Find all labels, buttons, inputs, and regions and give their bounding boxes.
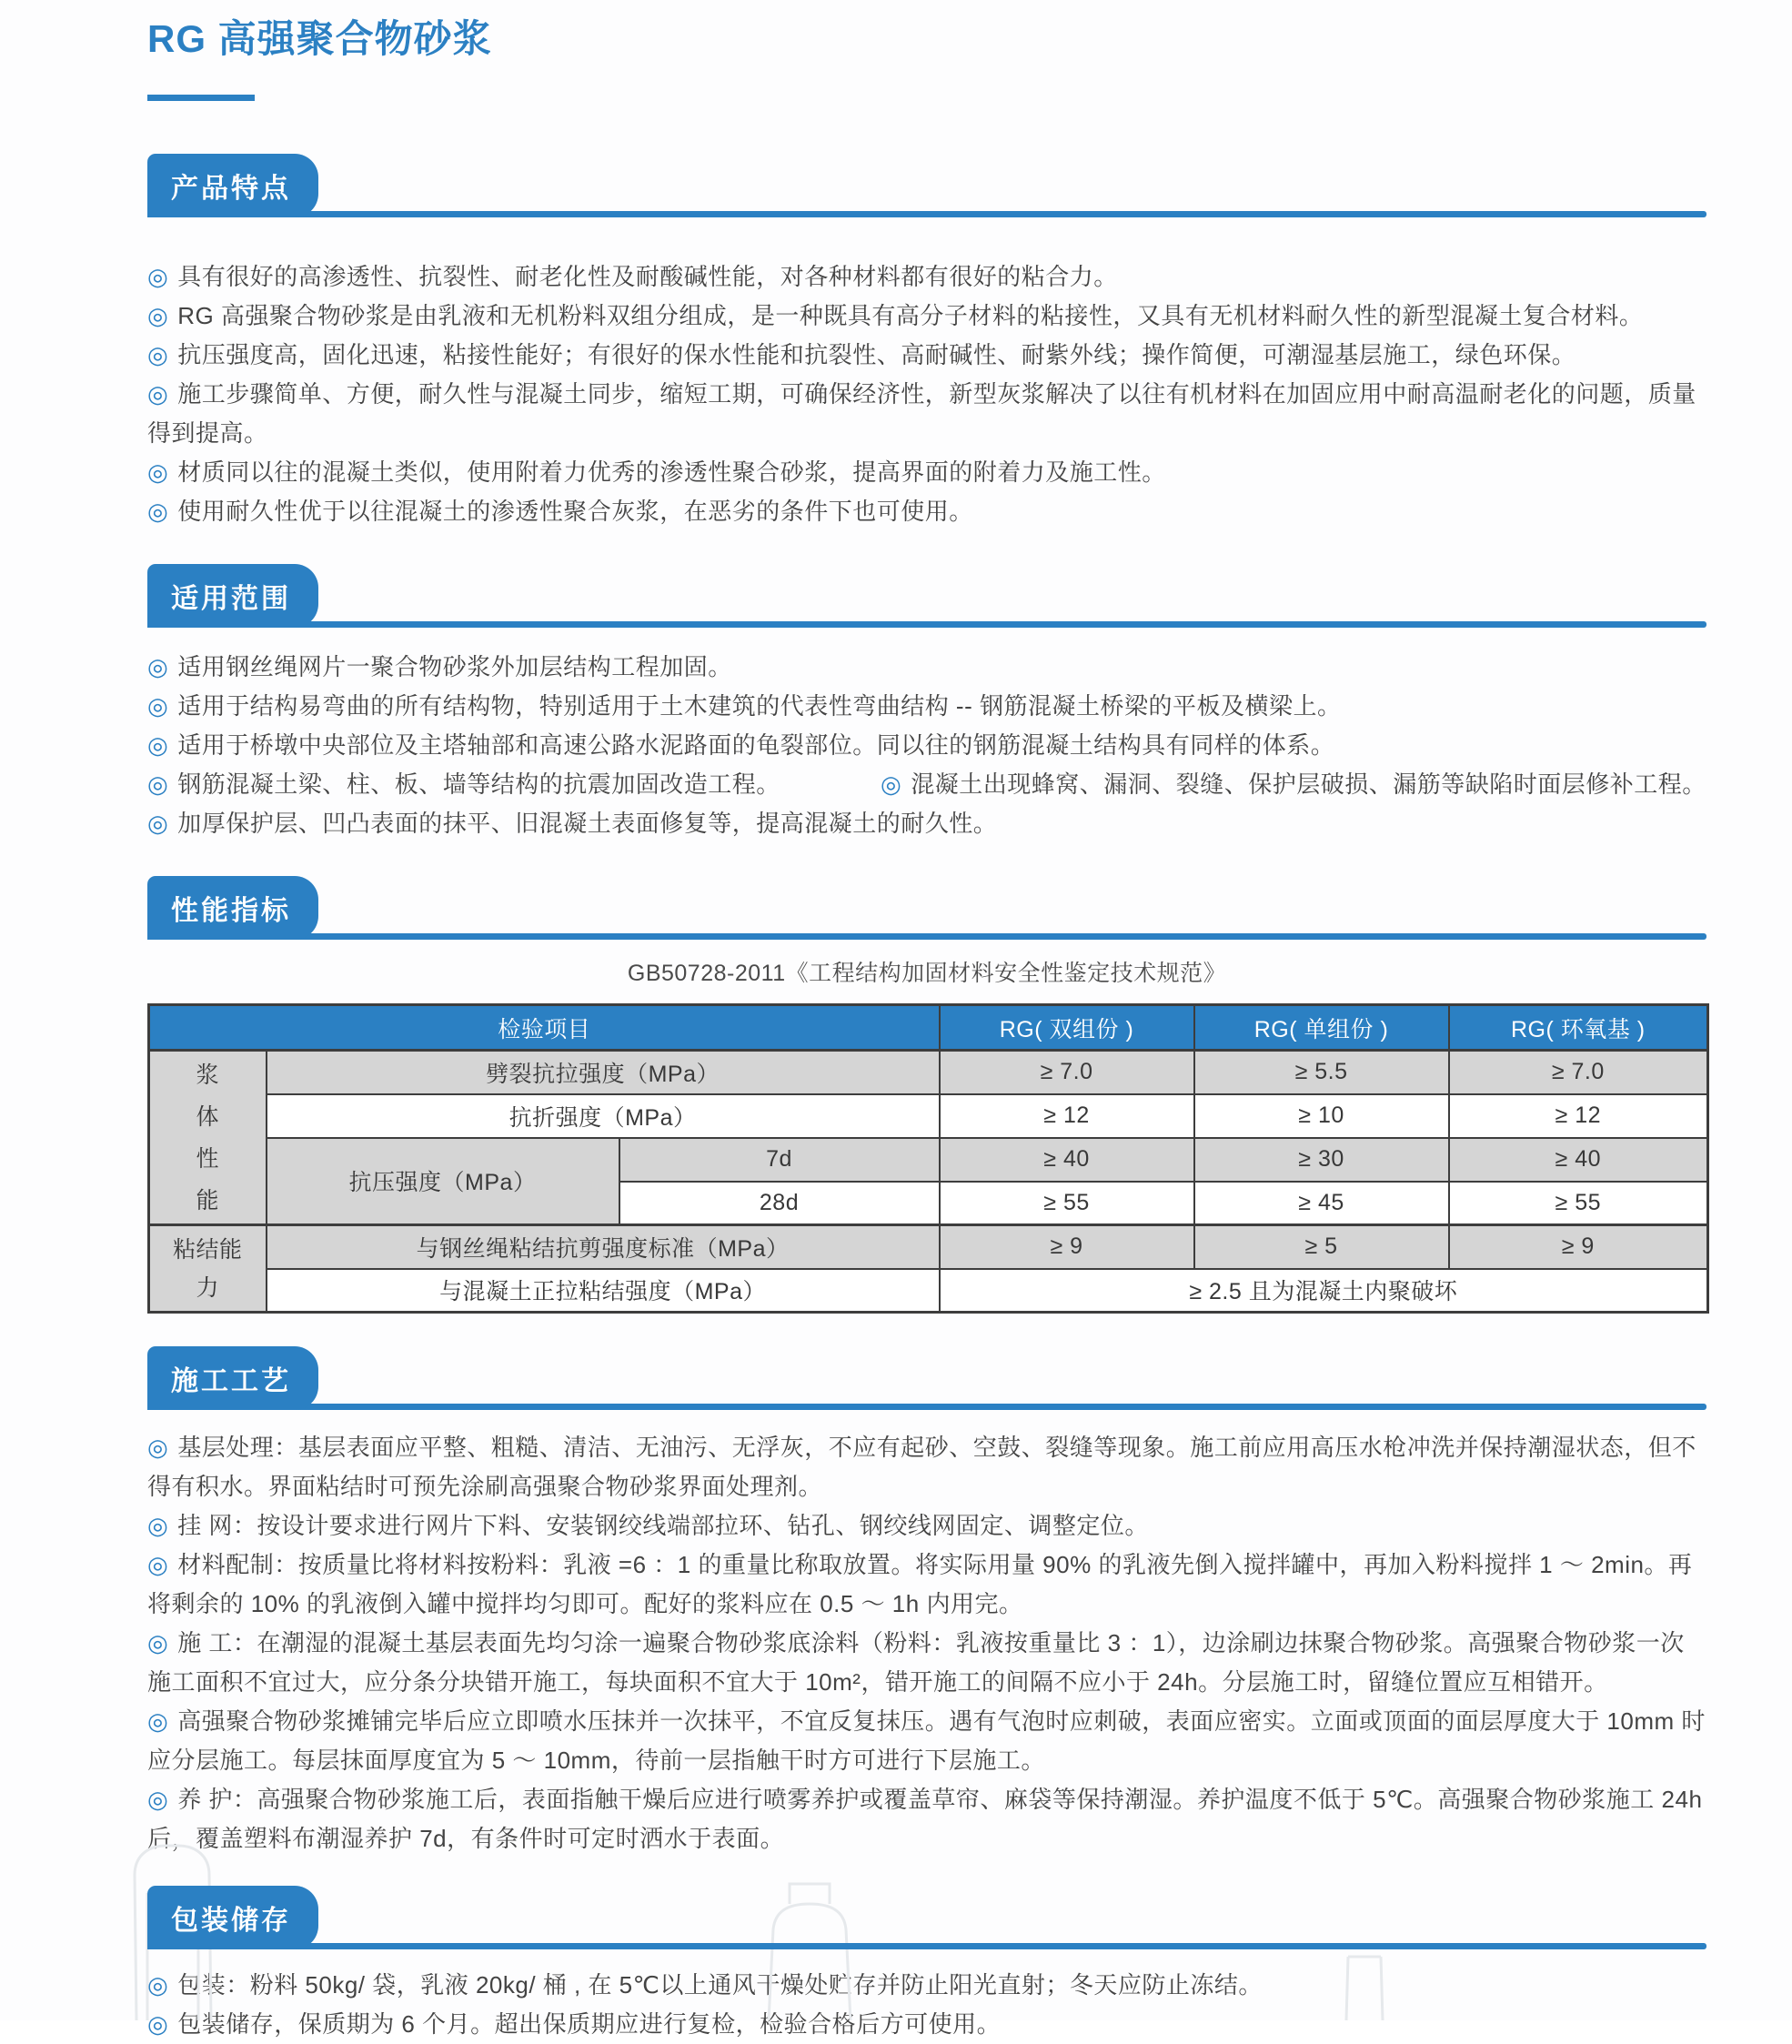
row-label: 抗折强度（MPa）	[267, 1094, 940, 1138]
section-header-scope	[147, 564, 1706, 628]
list-item-text: 钢筋混凝土梁、柱、板、墙等结构的抗震加固改造工程。	[177, 770, 780, 798]
list-item	[147, 648, 1706, 687]
header-cell-rg-one-part: RG( 单组份 )	[1194, 1005, 1449, 1051]
value-cell: ≥ 7.0	[1449, 1051, 1708, 1094]
list-item	[147, 804, 1706, 843]
list-item	[147, 336, 1706, 375]
bullet-icon: ◎	[147, 380, 169, 408]
value-cell: ≥ 9	[1449, 1225, 1708, 1269]
section-header-features	[147, 154, 1706, 217]
list-item	[147, 1428, 1706, 1506]
header-cell-rg-epoxy: RG( 环氧基 )	[1449, 1005, 1708, 1051]
list-item	[147, 492, 1706, 531]
row-label: 劈裂抗拉强度（MPa）	[267, 1051, 940, 1094]
list-item-text: 高强聚合物砂浆摊铺完毕后应立即喷水压抹并一次抹平，不宜反复抹压。遇有气泡时应刺破，表面应密实。立面或顶面的面层厚度大于 10mm 时应分层施工。每层抹面厚度宜为 5 ～ 10mm，待前一层指触干时方可进行下层施工。	[147, 1707, 1706, 1774]
list-item	[147, 297, 1706, 336]
list-item-text: 包装：粉料 50kg/ 袋，乳液 20kg/ 桶 , 在 5℃以上通风干燥处贮存并防止阳光直射；冬天应防止冻结。	[177, 1971, 1263, 1999]
section-rule	[147, 1943, 1706, 1949]
header-cell-rg-two-part: RG( 双组份 )	[940, 1005, 1194, 1051]
bullet-icon: ◎	[147, 1434, 169, 1461]
bullet-icon: ◎	[147, 1786, 169, 1813]
section-rule	[147, 211, 1706, 217]
list-item-text: RG 高强聚合物砂浆是由乳液和无机粉料双组分组成，是一种既具有高分子材料的粘接性，又具有无机材料耐久性的新型混凝土复合材料。	[177, 302, 1644, 329]
list-item	[147, 453, 1706, 492]
list-item-text: 包装储存，保质期为 6 个月。超出保质期应进行复检，检验合格后方可使用。	[177, 2010, 1002, 2038]
section-rule	[147, 933, 1706, 940]
value-cell: ≥ 40	[940, 1138, 1194, 1182]
list-item-text: 施工步骤简单、方便，耐久性与混凝土同步，缩短工期，可确保经济性，新型灰浆解决了以往有机材料在加固应用中耐高温耐老化的问题，质量得到提高。	[147, 380, 1696, 447]
bullet-icon: ◎	[147, 341, 169, 368]
section-rule	[147, 621, 1706, 628]
features-list	[147, 257, 1706, 531]
bullet-icon: ◎	[147, 458, 169, 486]
value-cell: ≥ 55	[940, 1182, 1194, 1225]
table-row-tensile-bond	[149, 1269, 1708, 1313]
list-item	[147, 257, 1706, 297]
scope-list	[147, 648, 1706, 843]
bullet-icon: ◎	[147, 653, 169, 680]
list-item	[147, 375, 1706, 453]
value-cell: ≥ 9	[940, 1225, 1194, 1269]
list-item	[147, 1546, 1706, 1624]
bullet-icon: ◎	[147, 1551, 169, 1578]
value-cell: ≥ 55	[1449, 1182, 1708, 1225]
list-item-text: 适用钢丝绳网片一聚合物砂浆外加层结构工程加固。	[177, 653, 732, 680]
row-label-compressive: 抗压强度（MPa）	[267, 1138, 619, 1225]
list-item	[147, 1506, 1706, 1546]
bullet-icon: ◎	[147, 263, 169, 290]
bullet-icon: ◎	[147, 302, 169, 329]
bullet-icon: ◎	[147, 1629, 169, 1656]
list-item-text: 养 护：高强聚合物砂浆施工后，表面指触干燥后应进行喷雾养护或覆盖草帘、麻袋等保持潮湿。养护温度不低于 5℃。高强聚合物砂浆施工 24h 后，覆盖塑料布潮湿养护 7d，有条件时可定时洒水于表面。	[147, 1786, 1703, 1852]
section-heading-text: 适用范围	[171, 584, 291, 614]
bullet-icon: ◎	[147, 1971, 169, 1999]
list-item-text: 具有很好的高渗透性、抗裂性、耐老化性及耐酸碱性能，对各种材料都有很好的粘合力。	[177, 263, 1118, 290]
list-item-text: 挂 网：按设计要求进行网片下料、安装钢绞线端部拉环、钻孔、钢绞线网固定、调整定位。	[177, 1512, 1149, 1539]
value-cell: ≥ 5	[1194, 1225, 1449, 1269]
list-item-text: 加厚保护层、凹凸表面的抹平、旧混凝土表面修复等，提高混凝土的耐久性。	[177, 810, 998, 837]
group-label: 粘结能力	[172, 1236, 243, 1301]
section-heading-text: 施工工艺	[171, 1366, 291, 1396]
list-item-text: 施 工：在潮湿的混凝土基层表面先均匀涂一遍聚合物砂浆底涂料（粉料：乳液按重量比 3 ：1），边涂刷边抹聚合物砂浆。高强聚合物砂浆一次施工面积不宜过大，应分条分块错开施工，每块面积不宜大于 10m²，错开施工的间隔不应小于 24h。分层施工时，留缝位置应互相错开。	[147, 1629, 1685, 1696]
group-label: 浆体性能	[196, 1062, 219, 1213]
section-badge-scope	[147, 564, 318, 628]
list-item	[147, 1624, 1706, 1702]
section-badge-packaging	[147, 1886, 318, 1949]
section-heading-text: 包装储存	[171, 1906, 291, 1936]
row-label: 与混凝土正拉粘结强度（MPa）	[267, 1269, 940, 1313]
section-heading-text: 产品特点	[171, 174, 291, 204]
section-header-process	[147, 1346, 1706, 1410]
list-item	[147, 1780, 1706, 1858]
table-row-splitting	[149, 1051, 1708, 1094]
table-row-shear	[149, 1225, 1708, 1269]
group-cell-slurry	[149, 1051, 267, 1225]
bullet-icon: ◎	[147, 2010, 169, 2038]
value-cell: ≥ 5.5	[1194, 1051, 1449, 1094]
sub-label: 7d	[619, 1138, 940, 1182]
section-rule	[147, 1404, 1706, 1410]
packaging-list	[147, 1966, 1706, 2044]
section-badge-features	[147, 154, 318, 217]
list-item	[147, 1702, 1706, 1780]
value-cell: ≥ 10	[1194, 1094, 1449, 1138]
table-row-compressive-7d	[149, 1138, 1708, 1182]
page-title: RG 高强聚合物砂浆	[147, 17, 492, 60]
table-header-row	[149, 1005, 1708, 1051]
row-label: 与钢丝绳粘结抗剪强度标准（MPa）	[267, 1225, 940, 1269]
process-list	[147, 1428, 1706, 1858]
value-cell: ≥ 12	[940, 1094, 1194, 1138]
section-heading-text: 性能指标	[171, 896, 291, 926]
section-header-packaging	[147, 1886, 1706, 1949]
list-item-text: 抗压强度高，固化迅速，粘接性能好；有很好的保水性能和抗裂性、高耐碱性、耐紫外线；操作简便，可潮湿基层施工，绿色环保。	[177, 341, 1576, 368]
value-cell: ≥ 12	[1449, 1094, 1708, 1138]
section-header-performance	[147, 876, 1706, 940]
table-row-flexural	[149, 1094, 1708, 1138]
value-cell: ≥ 30	[1194, 1138, 1449, 1182]
bullet-icon: ◎	[147, 1707, 169, 1735]
list-item	[147, 687, 1706, 726]
bullet-icon: ◎	[147, 1512, 169, 1539]
list-item-text: 材料配制：按质量比将材料按粉料：乳液 =6 ：1 的重量比称取放置。将实际用量 90% 的乳液先倒入搅拌罐中，再加入粉料搅拌 1 ～ 2min。再将剩余的 10% 的乳液倒入罐中搅拌均匀即可。配好的浆料应在 0.5 ～ 1h 内用完。	[147, 1551, 1693, 1617]
section-features	[147, 154, 1706, 531]
list-item	[147, 765, 881, 804]
value-cell: ≥ 45	[1194, 1182, 1449, 1225]
section-badge-performance	[147, 876, 318, 940]
section-scope	[147, 564, 1706, 843]
header-cell-item: 检验项目	[149, 1005, 940, 1051]
list-item-text: 使用耐久性优于以往混凝土的渗透性聚合灰浆，在恶劣的条件下也可使用。	[177, 498, 973, 525]
list-item-pair	[147, 765, 1706, 804]
group-cell-bond	[149, 1225, 267, 1313]
bullet-icon: ◎	[147, 498, 169, 525]
list-item	[147, 726, 1706, 765]
table-caption: GB50728-2011《工程结构加固材料安全性鉴定技术规范》	[627, 961, 1227, 986]
list-item-text: 混凝土出现蜂窝、漏洞、裂缝、保护层破损、漏筋等缺陷时面层修补工程。	[911, 770, 1706, 798]
value-cell-merged: ≥ 2.5 且为混凝土内聚破坏	[940, 1269, 1708, 1313]
bullet-icon: ◎	[147, 692, 169, 720]
title-underline	[147, 95, 255, 101]
bullet-icon: ◎	[147, 770, 169, 798]
performance-table	[147, 1003, 1709, 1314]
list-item-text: 材质同以往的混凝土类似，使用附着力优秀的渗透性聚合砂浆，提高界面的附着力及施工性。	[177, 458, 1166, 486]
bullet-icon: ◎	[147, 810, 169, 837]
list-item	[147, 1966, 1706, 2005]
bullet-icon: ◎	[147, 731, 169, 759]
section-performance	[147, 876, 1706, 1314]
list-item	[881, 765, 1706, 804]
list-item-text: 适用于桥墩中央部位及主塔轴部和高速公路水泥路面的龟裂部位。同以往的钢筋混凝土结构具有同样的体系。	[177, 731, 1335, 759]
list-item	[147, 2005, 1706, 2044]
list-item-text: 适用于结构易弯曲的所有结构物，特别适用于土木建筑的代表性弯曲结构 -- 钢筋混凝土桥梁的平板及横梁上。	[177, 692, 1342, 720]
value-cell: ≥ 7.0	[940, 1051, 1194, 1094]
value-cell: ≥ 40	[1449, 1138, 1708, 1182]
sub-label: 28d	[619, 1182, 940, 1225]
section-process	[147, 1346, 1706, 1858]
list-item-text: 基层处理：基层表面应平整、粗糙、清洁、无油污、无浮灰，不应有起砂、空鼓、裂缝等现象。施工前应用高压水枪冲洗并保持潮湿状态，但不得有积水。界面粘结时可预先涂刷高强聚合物砂浆界面处理剂。	[147, 1434, 1696, 1500]
section-badge-process	[147, 1346, 318, 1410]
bullet-icon: ◎	[881, 770, 902, 798]
